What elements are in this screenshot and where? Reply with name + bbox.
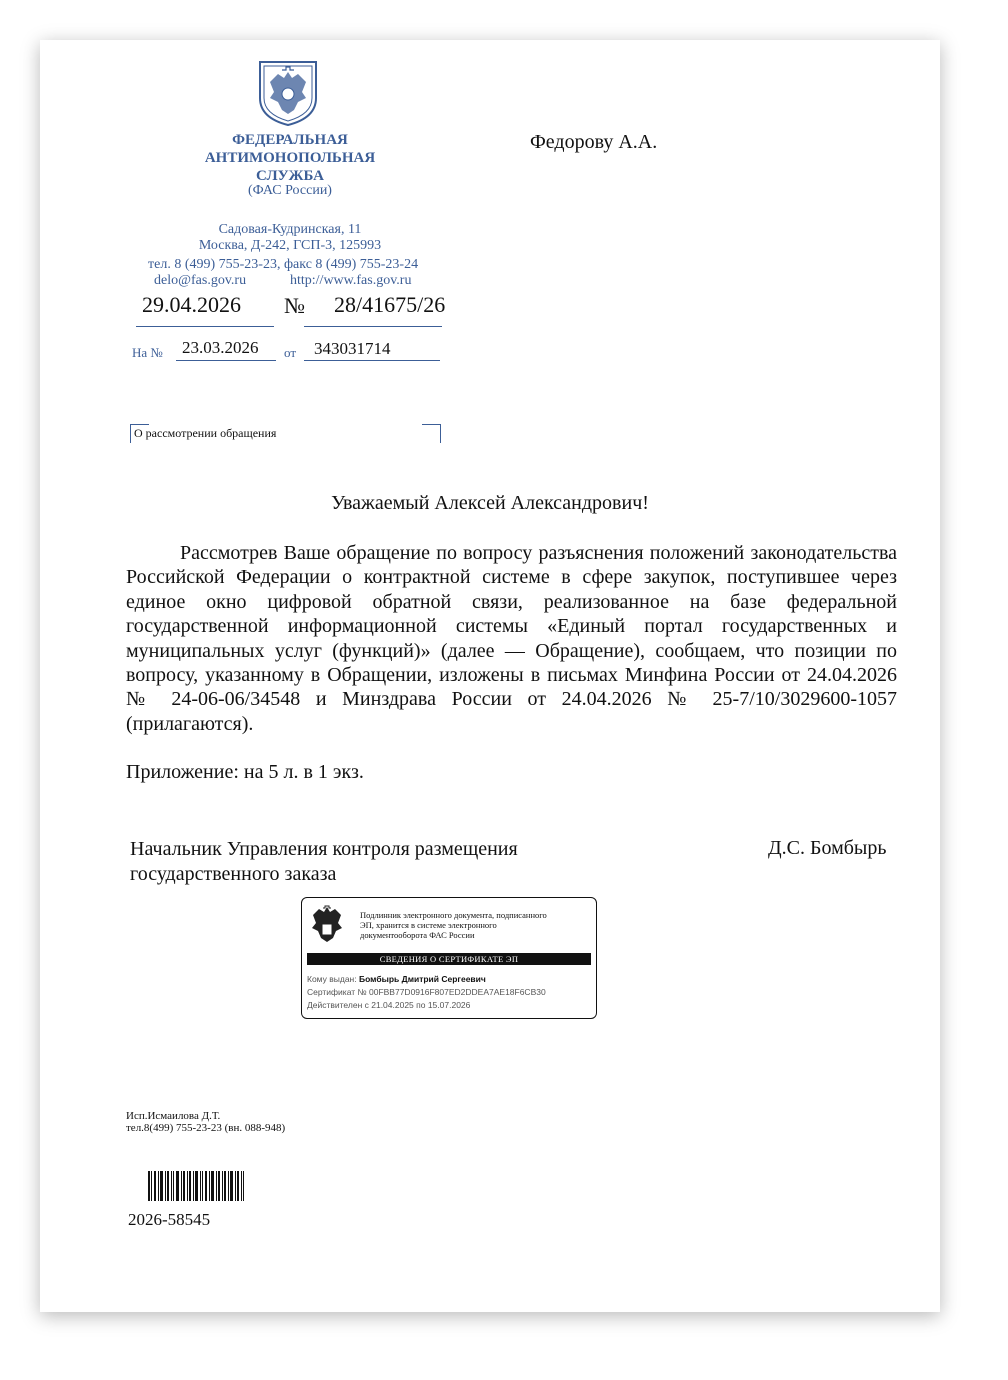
coat-of-arms-icon bbox=[308, 904, 346, 948]
note-line: ЭП, хранится в системе электронного bbox=[360, 920, 497, 930]
date-underline bbox=[136, 326, 274, 327]
ref-underline bbox=[176, 360, 276, 361]
owner-name: Бомбырь Дмитрий Сергеевич bbox=[358, 974, 486, 984]
appendix: Приложение: на 5 л. в 1 экз. bbox=[126, 761, 364, 783]
ref-from-label: от bbox=[284, 345, 297, 360]
e-signature-stamp bbox=[301, 897, 597, 1019]
ref-number: 23.03.2026 bbox=[182, 338, 259, 357]
ref-from-underline bbox=[304, 360, 440, 361]
ref-label: На № bbox=[132, 345, 163, 360]
address-line: Москва, Д-242, ГСП-3, 125993 bbox=[198, 238, 382, 253]
org-short-name: (ФАС России) bbox=[248, 183, 332, 198]
barcode-icon bbox=[148, 1171, 244, 1201]
org-phones: тел. 8 (499) 755-23-23, факс 8 (499) 755-23-24 bbox=[148, 257, 419, 272]
org-name-line: АНТИМОНОПОЛЬНАЯ bbox=[204, 150, 376, 166]
registration-number: 2026-58545 bbox=[128, 1210, 211, 1229]
e-signature-note bbox=[360, 910, 590, 940]
ref-from: 343031714 bbox=[314, 339, 391, 358]
signatory-position bbox=[130, 837, 518, 887]
org-address bbox=[130, 222, 450, 254]
letter-body: Рассмотрев Ваше обращение по вопросу разъяснения положений законодательства Российской Федерации о контрактной системе в сфере закупок, поступившее через единое окно цифровой обратной связи, реализованное на базе федеральной государственной информационной системы «Единый портал государственных и муниципальных услуг (функций)» (далее — Обращение), сообщаем, что позиции по вопросу, указанному в Обращении, изложены в письмах Минфина России от 24.04.2026 № 24-06-06/34548 и Минздрава России от 24.04.2026 № 25-7/10/3029600-1057 (прилагаются). bbox=[126, 542, 897, 735]
certificate-label: Сертификат № bbox=[307, 987, 367, 997]
owner-label: Кому выдан: bbox=[307, 974, 357, 984]
executor-phone: тел.8(499) 755-23-23 (вн. 088-948) bbox=[126, 1122, 286, 1134]
org-name bbox=[150, 131, 430, 185]
signatory-name: Д.С. Бомбырь bbox=[768, 837, 887, 859]
executor-info bbox=[126, 1110, 285, 1134]
certificate-value: 00FBB77D0916F807ED2DDEA7AE18F6CB30 bbox=[368, 987, 546, 997]
address-line: Садовая-Кудринская, 11 bbox=[218, 222, 362, 237]
org-name-line: ФЕДЕРАЛЬНАЯ bbox=[232, 132, 348, 148]
recipient: Федорову А.А. bbox=[530, 131, 658, 153]
certificate-header: СВЕДЕНИЯ О СЕРТИФИКАТЕ ЭП bbox=[307, 953, 591, 965]
letter-page bbox=[40, 40, 940, 1312]
note-line: Подлинник электронного документа, подписанного bbox=[360, 910, 547, 920]
letter-subject: О рассмотрении обращения bbox=[134, 426, 277, 440]
certificate-number bbox=[307, 987, 546, 997]
org-email: delo@fas.gov.ru bbox=[154, 273, 247, 288]
org-name-line: СЛУЖБА bbox=[255, 168, 325, 184]
coat-of-arms-icon bbox=[256, 58, 320, 128]
executor-name: Исп.Исмаилова Д.Т. bbox=[126, 1110, 221, 1122]
number-underline bbox=[304, 326, 442, 327]
number-sign: № bbox=[284, 293, 305, 318]
subject-corner-right bbox=[422, 424, 441, 443]
certificate-owner bbox=[307, 974, 486, 984]
certificate-validity: Действителен с 21.04.2025 по 15.07.2026 bbox=[307, 1000, 471, 1010]
org-website: http://www.fas.gov.ru bbox=[290, 273, 412, 288]
position-line: государственного заказа bbox=[130, 863, 337, 885]
position-line: Начальник Управления контроля размещения bbox=[130, 838, 518, 860]
greeting: Уважаемый Алексей Александрович! bbox=[331, 492, 649, 514]
letter-date: 29.04.2026 bbox=[142, 292, 241, 317]
note-line: документооборота ФАС России bbox=[360, 930, 475, 940]
outgoing-number: 28/41675/26 bbox=[334, 292, 446, 317]
